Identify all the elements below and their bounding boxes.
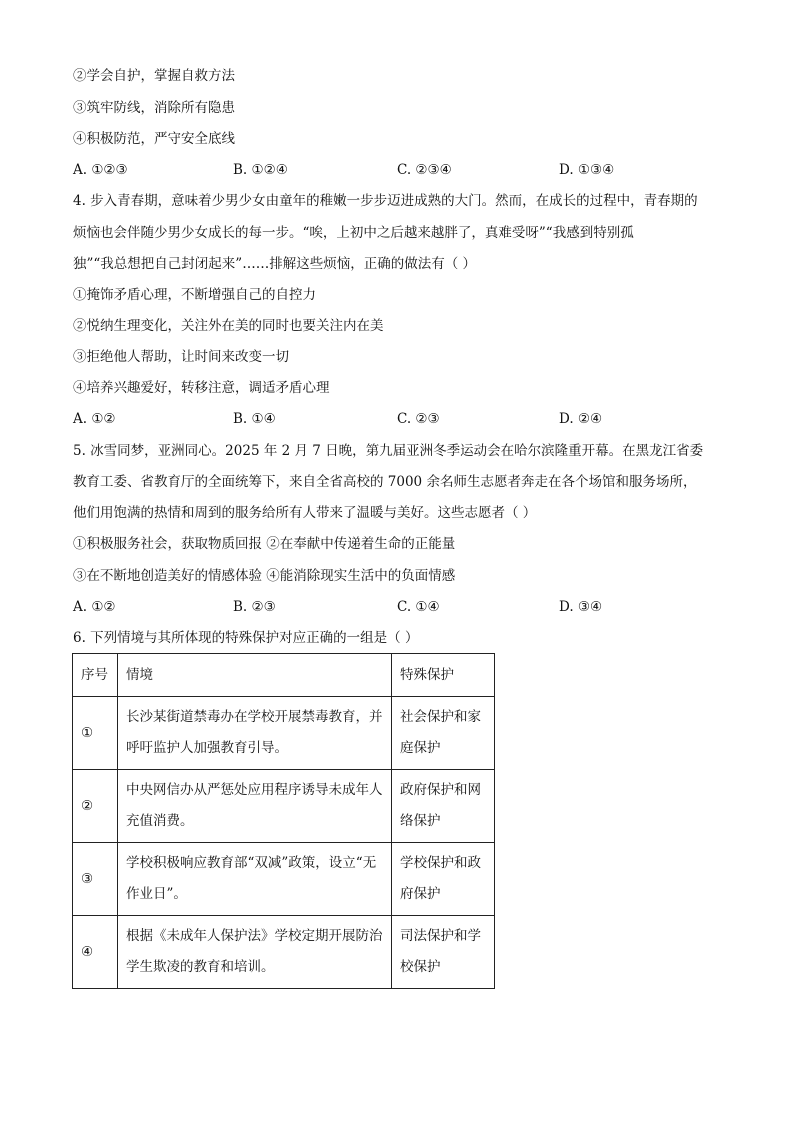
q4-option-a: A. ①② <box>73 411 116 427</box>
row-number: ② <box>73 770 118 843</box>
header-scenario: 情境 <box>118 654 392 697</box>
row-protection: 司法保护和学校保护 <box>400 928 481 975</box>
q4-statement-1: ①掩饰矛盾心理，不断增强自己的自控力 <box>73 287 316 303</box>
table-row <box>73 916 495 989</box>
q4-options <box>73 410 733 428</box>
q3-statement-4: ④积极防范，严守安全底线 <box>73 131 235 147</box>
q4-statement-3: ③拒绝他人帮助，让时间来改变一切 <box>73 349 289 365</box>
header-protection: 特殊保护 <box>392 654 495 697</box>
q3-option-d: D. ①③④ <box>559 162 615 178</box>
q3-option-a: A. ①②③ <box>73 162 128 178</box>
q3-statement-2: ②学会自护，掌握自救方法 <box>73 68 235 84</box>
q5-option-a: A. ①② <box>73 599 116 615</box>
table-row <box>73 770 495 843</box>
row-scenario: 学校积极响应教育部“双减”政策，设立“无作业日”。 <box>126 855 377 902</box>
q5-option-d: D. ③④ <box>559 599 603 615</box>
q4-option-b: B. ①④ <box>233 411 276 427</box>
q3-option-b: B. ①②④ <box>233 162 288 178</box>
q5-stem-line-1: 5. 冰雪同梦，亚洲同心。2025 年 2 月 7 日晚，第九届亚洲冬季运动会在哈尔滨隆重开幕。在黑龙江省委 <box>73 443 704 459</box>
q5-statements-3-4: ③在不断地创造美好的情感体验 ④能消除现实生活中的负面情感 <box>73 568 456 584</box>
q5-stem-line-2: 教育工委、省教育厅的全面统筹下，来自全省高校的 7000 余名师生志愿者奔走在各个场馆和服务场所， <box>73 474 697 490</box>
q5-stem-line-3: 他们用饱满的热情和周到的服务给所有人带来了温暖与美好。这些志愿者（ ） <box>73 505 537 521</box>
q3-option-c: C. ②③④ <box>397 162 452 178</box>
row-protection: 政府保护和网络保护 <box>400 782 481 829</box>
q4-option-c: C. ②③ <box>397 411 440 427</box>
q3-options <box>73 161 733 179</box>
q4-stem-line-3: 独”“我总想把自己封闭起来”……排解这些烦恼，正确的做法有（ ） <box>73 256 476 272</box>
row-protection: 学校保护和政府保护 <box>400 855 481 902</box>
row-scenario: 中央网信办从严惩处应用程序诱导未成年人充值消费。 <box>126 782 383 829</box>
row-scenario: 根据《未成年人保护法》学校定期开展防治学生欺凌的教育和培训。 <box>126 928 383 975</box>
q5-options <box>73 598 733 616</box>
q4-stem-line-2: 烦恼也会伴随少男少女成长的每一步。“唉，上初中之后越来越胖了，真难受呀”“我感到特别孤 <box>73 225 634 241</box>
q4-statement-4: ④培养兴趣爱好，转移注意，调适矛盾心理 <box>73 380 330 396</box>
row-number: ① <box>73 697 118 770</box>
q5-statements-1-2: ①积极服务社会，获取物质回报 ②在奉献中传递着生命的正能量 <box>73 536 456 552</box>
table-header-row <box>73 654 495 697</box>
q4-stem-line-1: 4. 步入青春期，意味着少男少女由童年的稚嫩一步步迈进成熟的大门。然而，在成长的过程中，青春期的 <box>73 193 698 209</box>
table-row <box>73 697 495 770</box>
q4-option-d: D. ②④ <box>559 411 603 427</box>
row-number: ④ <box>73 916 118 989</box>
row-scenario: 长沙某街道禁毒办在学校开展禁毒教育，并呼吁监护人加强教育引导。 <box>126 709 383 756</box>
q3-statement-3: ③筑牢防线，消除所有隐患 <box>73 100 235 116</box>
q4-statement-2: ②悦纳生理变化，关注外在美的同时也要关注内在美 <box>73 318 384 334</box>
row-number: ③ <box>73 843 118 916</box>
q6-table <box>72 653 495 989</box>
header-number: 序号 <box>73 654 118 697</box>
q6-stem: 6. 下列情境与其所体现的特殊保护对应正确的一组是（ ） <box>73 630 419 646</box>
q5-option-b: B. ②③ <box>233 599 276 615</box>
row-protection: 社会保护和家庭保护 <box>400 709 481 756</box>
table-row <box>73 843 495 916</box>
q5-option-c: C. ①④ <box>397 599 440 615</box>
